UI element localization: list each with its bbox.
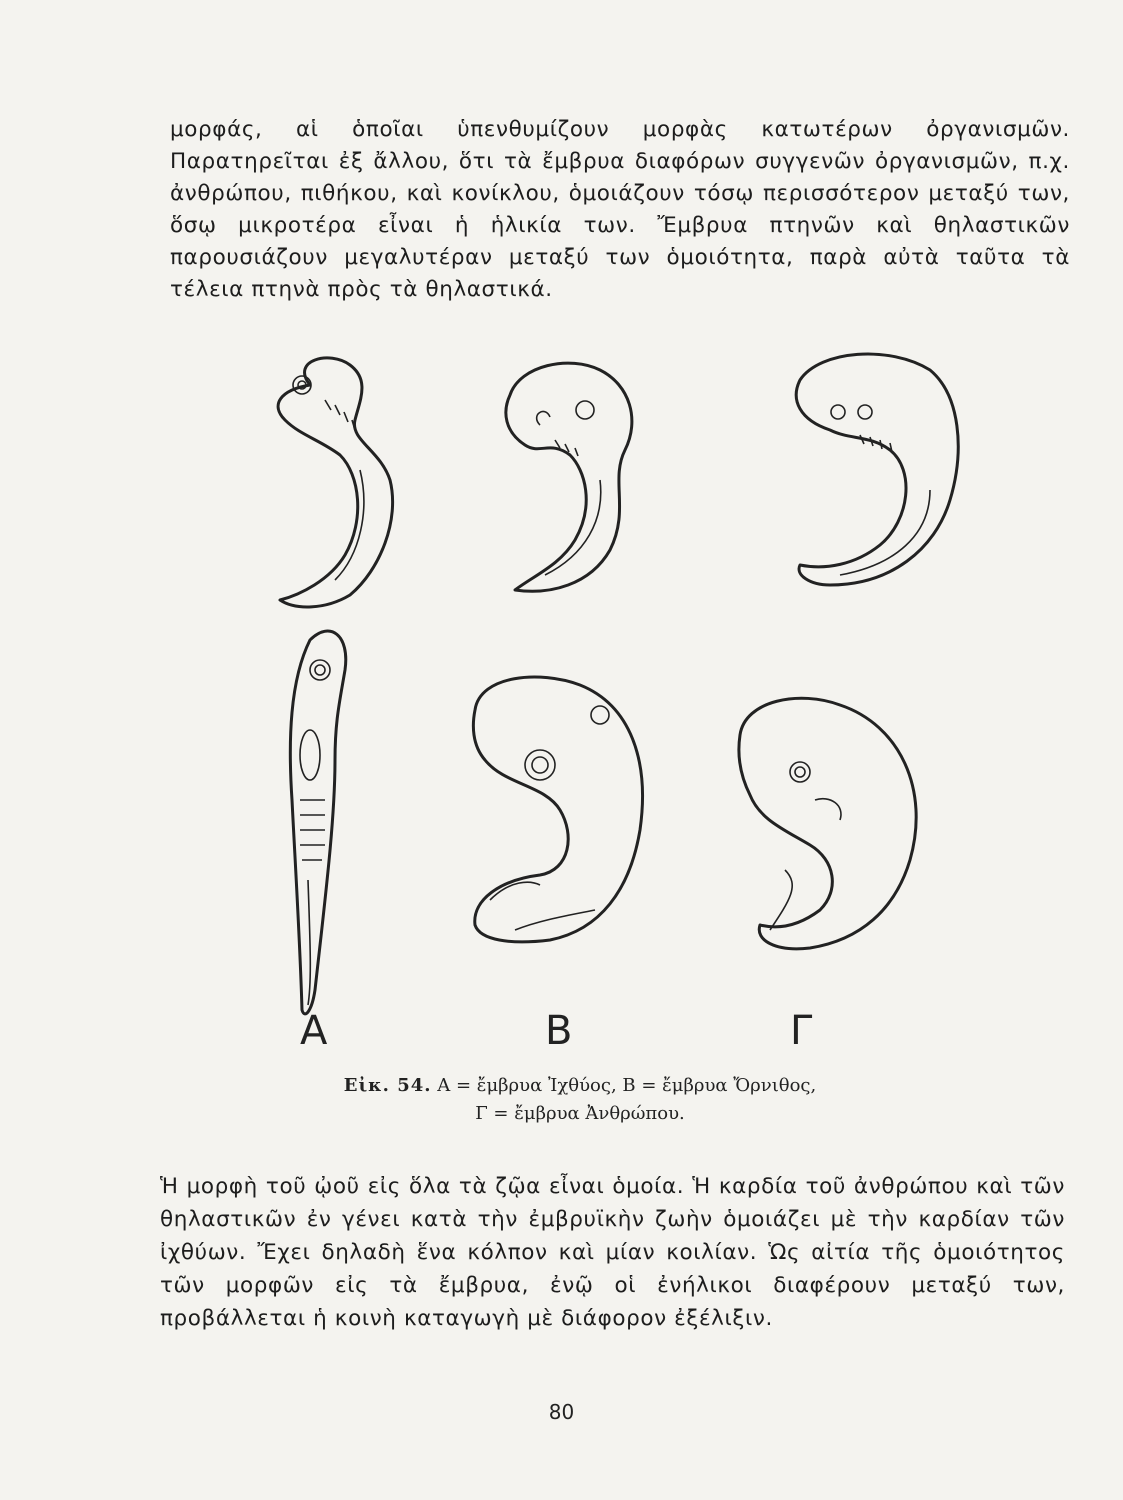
embryo-figure: [240, 340, 960, 1060]
figure-label-gamma: Γ: [790, 1008, 813, 1054]
top-paragraph: μορφάς, αἱ ὁποῖαι ὑπενθυμίζουν μορφὰς κατωτέρων ὀργανισμῶν. Παρατηρεῖται ἐξ ἄλλου, ὅτι τὰ ἔμβρυα διαφόρων συγγενῶν ὀργανισμῶν, π.χ. ἀνθρώπου, πιθήκου, καὶ κονίκλου, ὁμοιάζουν τόσῳ περισσότερον μεταξύ των, ὅσῳ μικροτέρα εἶναι ἡ ἡλικία των. Ἔμβρυα πτηνῶν καὶ θηλαστικῶν παρουσιάζουν μεγαλυτέραν μεταξύ των ὁμοιότητα, παρὰ αὐτὰ ταῦτα τὰ τέλεια πτηνὰ πρὸς τὰ θηλαστικά.: [170, 117, 1070, 302]
embryo-illustration: [240, 340, 960, 1060]
embryo-fish-early: [278, 358, 392, 607]
figure-caption-text1: Α = ἔμβρυα Ἰχθύος, Β = ἔμβρυα Ὄρνιθος,: [437, 1075, 817, 1096]
embryo-fish-late: [290, 631, 345, 1014]
figure-caption-line2: Γ = ἔμβρυα Ἀνθρώπου.: [475, 1103, 685, 1124]
embryo-human-early: [796, 354, 958, 585]
figure-caption-number: Εἰκ. 54.: [343, 1075, 432, 1096]
embryo-human-late: [739, 698, 916, 949]
page-number: 80: [548, 1400, 575, 1424]
figure-label-a: A: [300, 1008, 328, 1054]
embryo-bird-late: [473, 677, 642, 942]
bottom-paragraph: Ἡ μορφὴ τοῦ ᾠοῦ εἰς ὅλα τὰ ζῷα εἶναι ὁμοία. Ἡ καρδία τοῦ ἀνθρώπου καὶ τῶν θηλαστικῶν ἐν γένει κατὰ τὴν ἐμβρυϊκὴν ζωὴν ὁμοιάζει μὲ τὴν καρδίαν τῶν ἰχθύων. Ἔχει δηλαδὴ ἕνα κόλπον καὶ μίαν κοιλίαν. Ὡς αἰτία τῆς ὁμοιότητος τῶν μορφῶν εἰς τὰ ἔμβρυα, ἐνῷ οἱ ἐνήλικοι διαφέρουν μεταξύ των, προβάλλεται ἡ κοινὴ καταγωγὴ μὲ διάφορον ἐξέλιξιν.: [160, 1174, 1065, 1331]
embryo-bird-early: [506, 363, 632, 591]
figure-label-b: B: [545, 1008, 573, 1054]
figure-caption-line1: [300, 1073, 860, 1099]
